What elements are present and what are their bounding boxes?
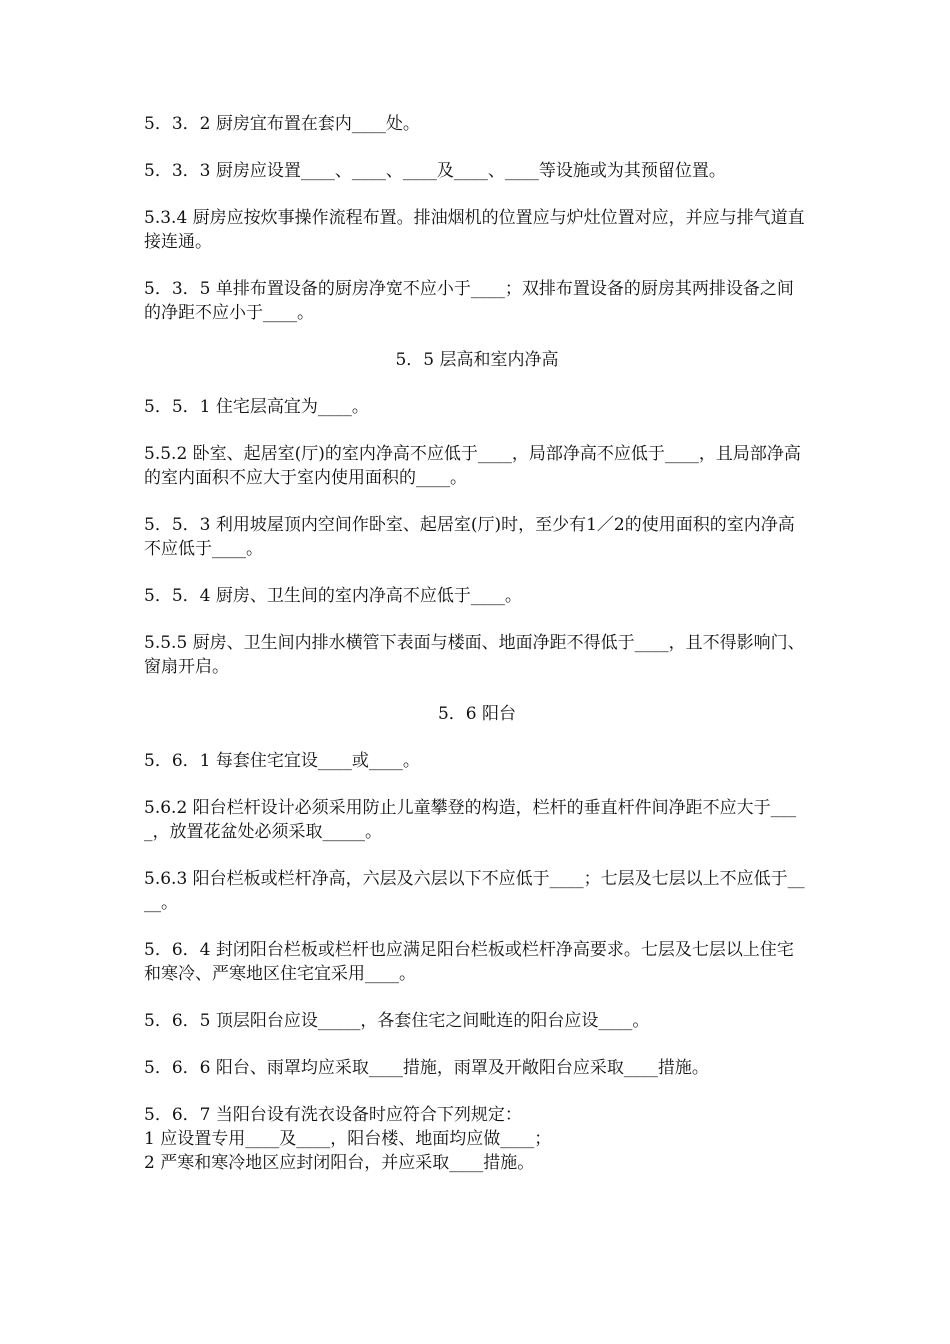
clause-5-5-4: 5．5．4 厨房、卫生间的室内净高不应低于____。: [144, 586, 522, 606]
clause-5-6-1: 5．6．1 每套住宅宜设____或____。: [144, 751, 420, 771]
clause-5-5-5: 5.5.5 厨房、卫生间内排水横管下表面与楼面、地面净距不得低于____，且不得影响门、窗扇开启。: [144, 633, 805, 677]
clause-5-6-2: 5.6.2 阳台栏杆设计必须采用防止儿童攀登的构造，栏杆的垂直杆件间净距不应大于____，放置花盆处必须采取_____。: [144, 798, 797, 842]
section-heading-5-5: 5．5 层高和室内净高: [395, 350, 559, 370]
clause-5-3-5: 5．3．5 单排布置设备的厨房净宽不应小于____；双排布置设备的厨房其两排设备之间的净距不应小于____。: [144, 279, 794, 323]
clause-5-3-3: 5．3．3 厨房应设置____、____、____及____、____等设施或为其预留位置。: [144, 161, 726, 181]
clause-5-5-3: 5．5．3 利用坡屋顶内空间作卧室、起居室(厅)时，至少有1／2的使用面积的室内净高不应低于____。: [144, 515, 795, 559]
clause-5-6-5: 5．6．5 顶层阳台应设_____，各套住宅之间毗连的阳台应设____。: [144, 1011, 650, 1031]
clause-5-3-2: 5．3．2 厨房宜布置在套内____处。: [144, 114, 420, 134]
clause-5-6-6: 5．6．6 阳台、雨罩均应采取____措施，雨罩及开敞阳台应采取____措施。: [144, 1058, 709, 1078]
clause-5-6-7-item-2: 2 严寒和寒冷地区应封闭阳台，并应采取____措施。: [144, 1153, 535, 1173]
section-heading-5-6: 5．6 阳台: [437, 704, 517, 724]
clause-5-6-3: 5.6.3 阳台栏板或栏杆净高，六层及六层以下不应低于____；七层及七层以上不应低于____。: [144, 869, 805, 913]
clause-5-5-2: 5.5.2 卧室、起居室(厅)的室内净高不应低于____，局部净高不应低于____，且局部净高的室内面积不应大于室内使用面积的____。: [144, 444, 801, 488]
clause-5-5-1: 5．5．1 住宅层高宜为____。: [144, 397, 369, 417]
clause-5-3-4: 5.3.4 厨房应按炊事操作流程布置。排油烟机的位置应与炉灶位置对应，并应与排气道直接连通。: [144, 208, 805, 252]
clause-5-6-7-item-1: 1 应设置专用____及____，阳台楼、地面均应做____；: [144, 1129, 552, 1149]
document-page: [144, 112, 810, 1175]
clause-5-6-4: 5．6．4 封闭阳台栏板或栏杆也应满足阳台栏板或栏杆净高要求。七层及七层以上住宅和寒冷、严寒地区住宅宜采用____。: [144, 940, 794, 984]
clause-5-6-7: 5．6．7 当阳台设有洗衣设备时应符合下列规定：: [144, 1105, 522, 1125]
